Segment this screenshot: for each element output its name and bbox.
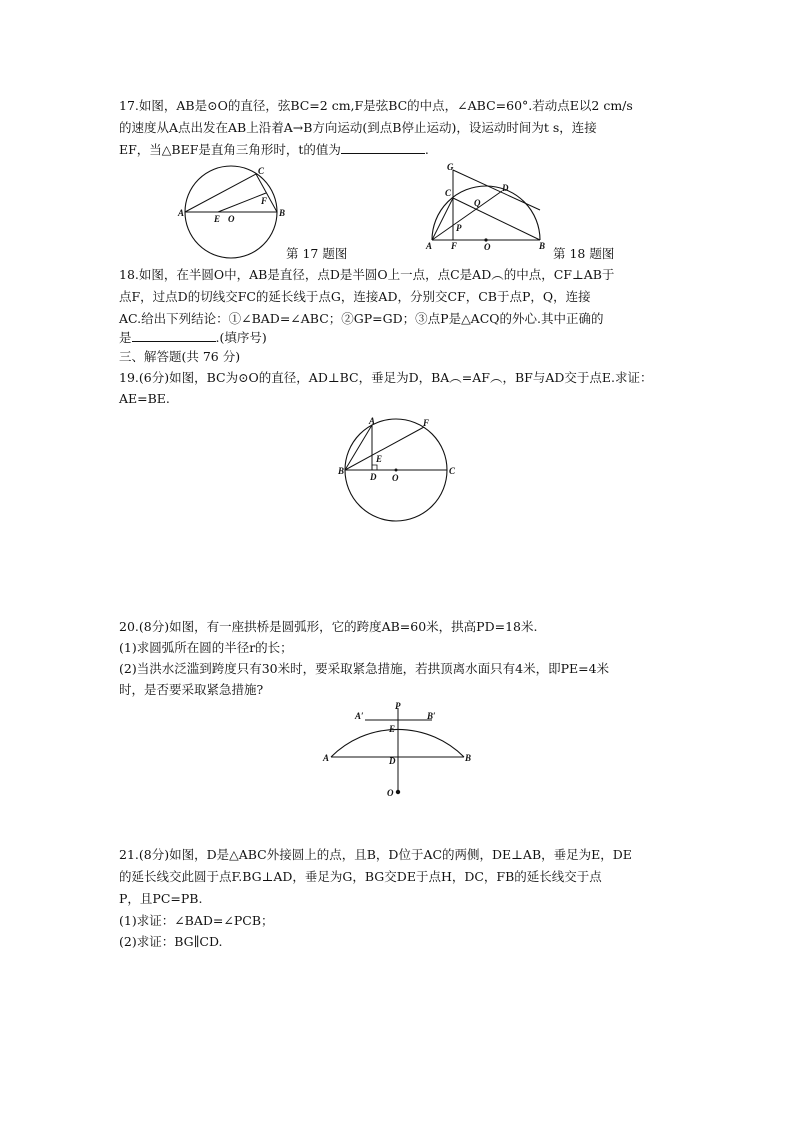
q21-line-4: (1)求证：∠BAD=∠PCB； <box>119 913 274 928</box>
q19-line-2: AE=BE. <box>119 391 170 406</box>
q17-label-a: A <box>178 208 185 218</box>
q19-label-e: E <box>376 454 383 464</box>
q18-label-q: Q <box>474 198 481 208</box>
q17-caption: 第 17 题图 <box>286 246 348 261</box>
q17-answer-blank <box>341 141 425 154</box>
q19-label-o: O <box>392 473 399 483</box>
q20-figure <box>319 700 479 800</box>
q18-label-f: F <box>451 241 458 251</box>
q20-label-o: O <box>387 788 394 798</box>
q18-line-2: 点F，过点D的切线交FC的延长线于点G，连接AD，分别交CF，CB于点P，Q，连接 <box>119 289 591 304</box>
q18-label-b: B <box>539 241 546 251</box>
q17-label-e: E <box>214 214 221 224</box>
q17-line-3-text: EF，当△BEF是直角三角形时，t的值为 <box>119 142 341 157</box>
q20-line-4: 时，是否要采取紧急措施? <box>119 682 264 697</box>
q17-figure <box>176 162 296 262</box>
q21-line-2: 的延长线交此圆于点F.BG⊥AD，垂足为G，BG交DE于点H，DC，FB的延长线交于点 <box>119 869 602 884</box>
q18-line-3: AC.给出下列结论：①∠BAD=∠ABC；②GP=GD；③点P是△ACQ的外心.其中正确的 <box>119 311 604 326</box>
q18-label-p: P <box>456 223 462 233</box>
q20-label-p: P <box>395 701 401 711</box>
q20-label-b-prime: B′ <box>427 711 436 721</box>
q19-figure <box>334 410 466 522</box>
q19-label-b: B <box>338 466 345 476</box>
section-title: 三、解答题(共 76 分) <box>119 349 241 364</box>
q20-line-1: 20.(8分)如图，有一座拱桥是圆弧形，它的跨度AB=60米，拱高PD=18米. <box>119 619 538 634</box>
q18-line-1: 18.如图，在半圆O中，AB是直径，点D是半圆O上一点，点C是AD︵的中点，CF⊥AB于 <box>119 267 615 282</box>
q19-line-1: 19.(6分)如图，BC为⊙O的直径，AD⊥BC，垂足为D，BA︵=AF︵，BF与AD交于点E.求证： <box>119 370 653 385</box>
q20-line-2: (1)求圆弧所在圆的半径r的长； <box>119 640 293 655</box>
q18-answer-blank <box>132 329 216 342</box>
q21-line-3: P，且PC=PB. <box>119 891 203 906</box>
q17-line-2: 的速度从A点出发在AB上沿着A→B方向运动(到点B停止运动)，设运动时间为t s，连接 <box>119 120 597 135</box>
q17-label-o: O <box>228 214 235 224</box>
q18-label-d: D <box>502 183 509 193</box>
q19-label-a: A <box>369 416 376 426</box>
q19-label-c: C <box>449 466 456 476</box>
q17-label-f: F <box>261 196 268 206</box>
q20-label-a: A <box>323 753 330 763</box>
q18-label-c: C <box>445 188 452 198</box>
q18-figure <box>420 158 555 253</box>
q17-label-b: B <box>279 208 286 218</box>
q21-line-1: 21.(8分)如图，D是△ABC外接圆上的点，且B，D位于AC的两侧，DE⊥AB，垂足为E，DE <box>119 847 632 862</box>
q21-line-5: (2)求证：BG∥CD. <box>119 934 223 949</box>
q18-label-o: O <box>484 242 491 252</box>
q20-label-a-prime: A′ <box>355 711 364 721</box>
q20-label-e: E <box>389 724 396 734</box>
q18-label-a: A <box>426 241 433 251</box>
q17-label-c: C <box>258 166 265 176</box>
q20-label-d: D <box>389 756 396 766</box>
q17-line-3: EF，当△BEF是直角三角形时，t的值为 . <box>119 142 429 157</box>
q18-line-4 <box>119 328 267 348</box>
q18-caption: 第 18 题图 <box>553 246 615 261</box>
q20-line-3: (2)当洪水泛滥到跨度只有30米时，要采取紧急措施，若拱顶离水面只有4米，即PE=4米 <box>119 661 610 676</box>
q18-label-g: G <box>447 162 454 172</box>
q19-label-d: D <box>370 472 377 482</box>
q20-label-b: B <box>465 753 472 763</box>
q18-line-4-prefix: 是 <box>119 330 132 345</box>
q17-line-1: 17.如图，AB是⊙O的直径，弦BC=2 cm,F是弦BC的中点，∠ABC=60°.若动点E以2 cm/s <box>119 98 633 113</box>
q18-line-4-suffix: .(填序号) <box>215 330 267 345</box>
q19-label-f: F <box>423 418 430 428</box>
